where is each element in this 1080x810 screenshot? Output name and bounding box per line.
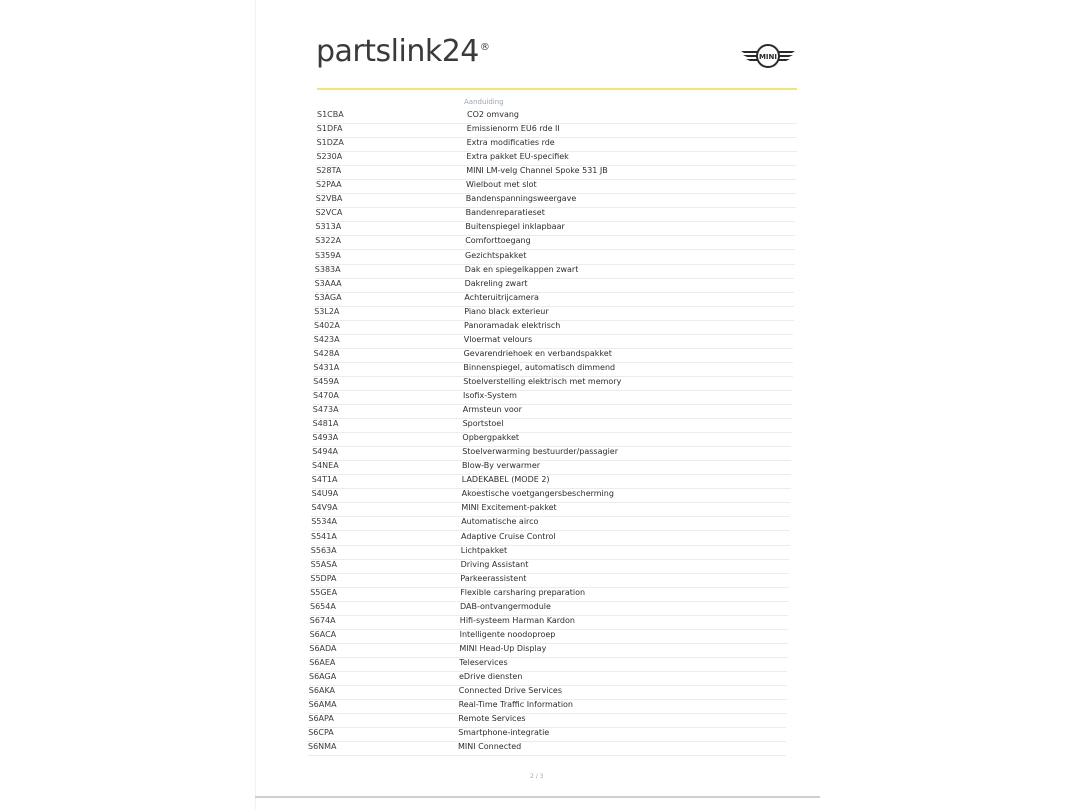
option-code: S6AMA	[308, 700, 337, 710]
option-code: S4NEA	[312, 461, 339, 471]
option-description: Real-Time Traffic Information	[458, 700, 573, 710]
mini-logo-text: MINI	[758, 53, 778, 61]
option-code: S230A	[316, 152, 343, 162]
option-description: Wielbout met slot	[466, 180, 537, 190]
option-description: MINI Connected	[458, 742, 522, 752]
table-row	[315, 236, 795, 250]
table-row	[316, 180, 796, 194]
table-row	[311, 517, 790, 531]
option-code: S322A	[315, 236, 342, 246]
option-description: Bandenreparatieset	[465, 208, 545, 218]
option-description: Blow-By verwarmer	[462, 461, 541, 471]
table-row	[315, 265, 795, 279]
option-description: MINI Excitement-pakket	[461, 503, 557, 513]
option-code: S2PAA	[316, 180, 342, 190]
option-description: Panoramadak elektrisch	[464, 320, 561, 330]
option-code: S6AGA	[309, 672, 337, 681]
table-row	[313, 377, 792, 391]
table-row	[309, 700, 787, 714]
option-code: S473A	[312, 405, 339, 415]
option-description: Smartphone-integratie	[458, 728, 550, 738]
option-code: S313A	[315, 222, 342, 232]
option-code: S1DZA	[316, 138, 344, 148]
option-description: CO2 omvang	[467, 110, 519, 119]
option-code: S470A	[313, 391, 339, 400]
option-code: S459A	[313, 376, 340, 386]
option-code: S5GEA	[310, 587, 338, 597]
table-row	[308, 714, 786, 728]
table-row	[311, 560, 790, 574]
option-description: Hifi-systeem Harman Kardon	[459, 615, 575, 625]
option-description: Extra modificaties rde	[466, 138, 555, 148]
option-description: Connected Drive Services	[458, 686, 563, 696]
option-code: S654A	[310, 601, 336, 611]
option-code: S481A	[312, 419, 339, 429]
option-description: Armsteun voor	[462, 405, 522, 415]
option-description: Dak en spiegelkappen zwart	[464, 264, 579, 274]
option-description: Piano black exterieur	[464, 306, 549, 316]
table-row	[316, 166, 796, 180]
table-row	[315, 251, 795, 265]
option-code: S4U9A	[311, 489, 339, 499]
option-code: S431A	[313, 362, 340, 372]
table-row	[310, 588, 788, 602]
table-row	[310, 574, 789, 588]
table-row	[317, 138, 797, 152]
page-number: 2 / 3	[530, 773, 544, 780]
table-row	[309, 686, 787, 700]
option-description: Isofix-System	[463, 391, 517, 400]
table-row	[311, 503, 790, 517]
option-description: DAB-ontvangermodule	[460, 601, 551, 611]
option-code: S6APA	[308, 714, 334, 724]
table-row	[317, 110, 797, 124]
option-description: Parkeerassistent	[460, 573, 527, 583]
option-description: Bandenspanningsweergave	[465, 194, 577, 204]
table-row	[316, 152, 796, 166]
table-row	[311, 532, 790, 546]
table-row	[308, 742, 786, 756]
table-row	[313, 363, 792, 377]
option-code: S359A	[315, 250, 341, 260]
table-row	[309, 644, 787, 658]
option-description: LADEKABEL (MODE 2)	[461, 475, 550, 485]
column-header-aanduiding: Aanduiding	[464, 98, 504, 106]
option-code: S428A	[313, 348, 340, 358]
option-code: S6ADA	[309, 643, 337, 653]
table-row	[310, 630, 788, 644]
option-description: Achteruitrijcamera	[464, 292, 539, 302]
option-description: Stoelverstelling elektrisch met memory	[463, 376, 622, 386]
option-description: Driving Assistant	[460, 559, 529, 569]
table-row	[315, 279, 794, 293]
table-row	[312, 461, 791, 475]
option-code: S534A	[311, 517, 338, 527]
option-code: S3AAA	[314, 278, 342, 288]
table-row	[313, 391, 792, 405]
table-row	[309, 672, 787, 686]
option-code: S2VBA	[315, 194, 343, 204]
option-code: S5ASA	[310, 559, 337, 569]
logo-registered-mark: ®	[479, 42, 490, 53]
option-code: S402A	[314, 320, 340, 330]
table-row	[311, 546, 790, 560]
option-description: Automatische airco	[461, 517, 539, 527]
option-code: S494A	[312, 447, 339, 457]
option-code: S2VCA	[315, 208, 343, 218]
table-row	[316, 194, 796, 208]
option-code: S4T1A	[311, 475, 338, 485]
option-code: S383A	[314, 264, 341, 274]
option-description: Comforttoegang	[465, 236, 531, 246]
option-code: S6NMA	[308, 742, 337, 752]
option-description: Opbergpakket	[462, 433, 520, 443]
table-row	[314, 335, 793, 349]
option-description: Flexible carsharing preparation	[460, 587, 586, 597]
option-code: S6AKA	[308, 686, 336, 696]
option-description: Vloermat velours	[463, 334, 533, 344]
option-description: Sportstoel	[462, 419, 504, 429]
option-description: Extra pakket EU-specifiek	[466, 152, 569, 162]
option-code: S3AGA	[314, 292, 342, 302]
option-description: Emissienorm EU6 rde II	[466, 124, 560, 134]
table-row	[310, 616, 788, 630]
table-row	[312, 433, 791, 447]
option-code: S6AEA	[309, 657, 336, 667]
paper-bottom-edge	[255, 796, 820, 798]
option-code: S5DPA	[310, 573, 337, 583]
table-row	[312, 447, 791, 461]
option-description: Dakreling zwart	[464, 278, 528, 288]
option-code: S4V9A	[311, 503, 338, 513]
table-row	[310, 602, 788, 616]
option-code: S3L2A	[314, 306, 340, 316]
option-description: Lichtpakket	[460, 545, 508, 555]
table-row	[309, 658, 787, 672]
option-description: Adaptive Cruise Control	[461, 531, 556, 541]
option-description: MINI Head-Up Display	[459, 643, 547, 653]
option-description: Intelligente noodoproep	[459, 629, 556, 639]
table-row	[314, 349, 793, 363]
option-description: MINI LM-velg Channel Spoke 531 JB	[466, 166, 608, 176]
table-row	[308, 728, 786, 742]
option-code: S674A	[309, 615, 336, 625]
table-row	[315, 222, 795, 236]
table-row	[316, 208, 796, 222]
table-row	[314, 321, 793, 335]
option-description: Akoestische voetgangersbescherming	[461, 489, 614, 499]
option-code: S6ACA	[309, 629, 337, 639]
option-code: S1CBA	[317, 110, 344, 119]
option-description: Buitenspiegel inklapbaar	[465, 222, 565, 232]
option-description: Binnenspiegel, automatisch dimmend	[463, 362, 616, 372]
option-description: Gevarendriehoek en verbandspakket	[463, 348, 612, 358]
option-code: S423A	[313, 334, 340, 344]
option-code: S6CPA	[308, 728, 334, 738]
table-row	[313, 419, 792, 433]
option-code: S541A	[311, 531, 337, 541]
table-row	[312, 489, 791, 503]
table-row	[314, 307, 793, 321]
option-description: eDrive diensten	[459, 672, 523, 681]
option-code: S28TA	[316, 166, 342, 176]
option-description: Teleservices	[459, 657, 508, 667]
option-code: S563A	[310, 545, 337, 555]
option-description: Gezichtspakket	[465, 250, 527, 260]
option-description: Stoelverwarming bestuurder/passagier	[462, 447, 618, 457]
option-code: S493A	[312, 433, 339, 443]
table-row	[317, 124, 797, 138]
table-row	[314, 293, 793, 307]
logo-text: partslink24	[316, 34, 479, 69]
table-row	[313, 405, 792, 419]
option-description: Remote Services	[458, 714, 526, 724]
table-row	[312, 475, 791, 489]
option-code: S1DFA	[316, 124, 343, 134]
